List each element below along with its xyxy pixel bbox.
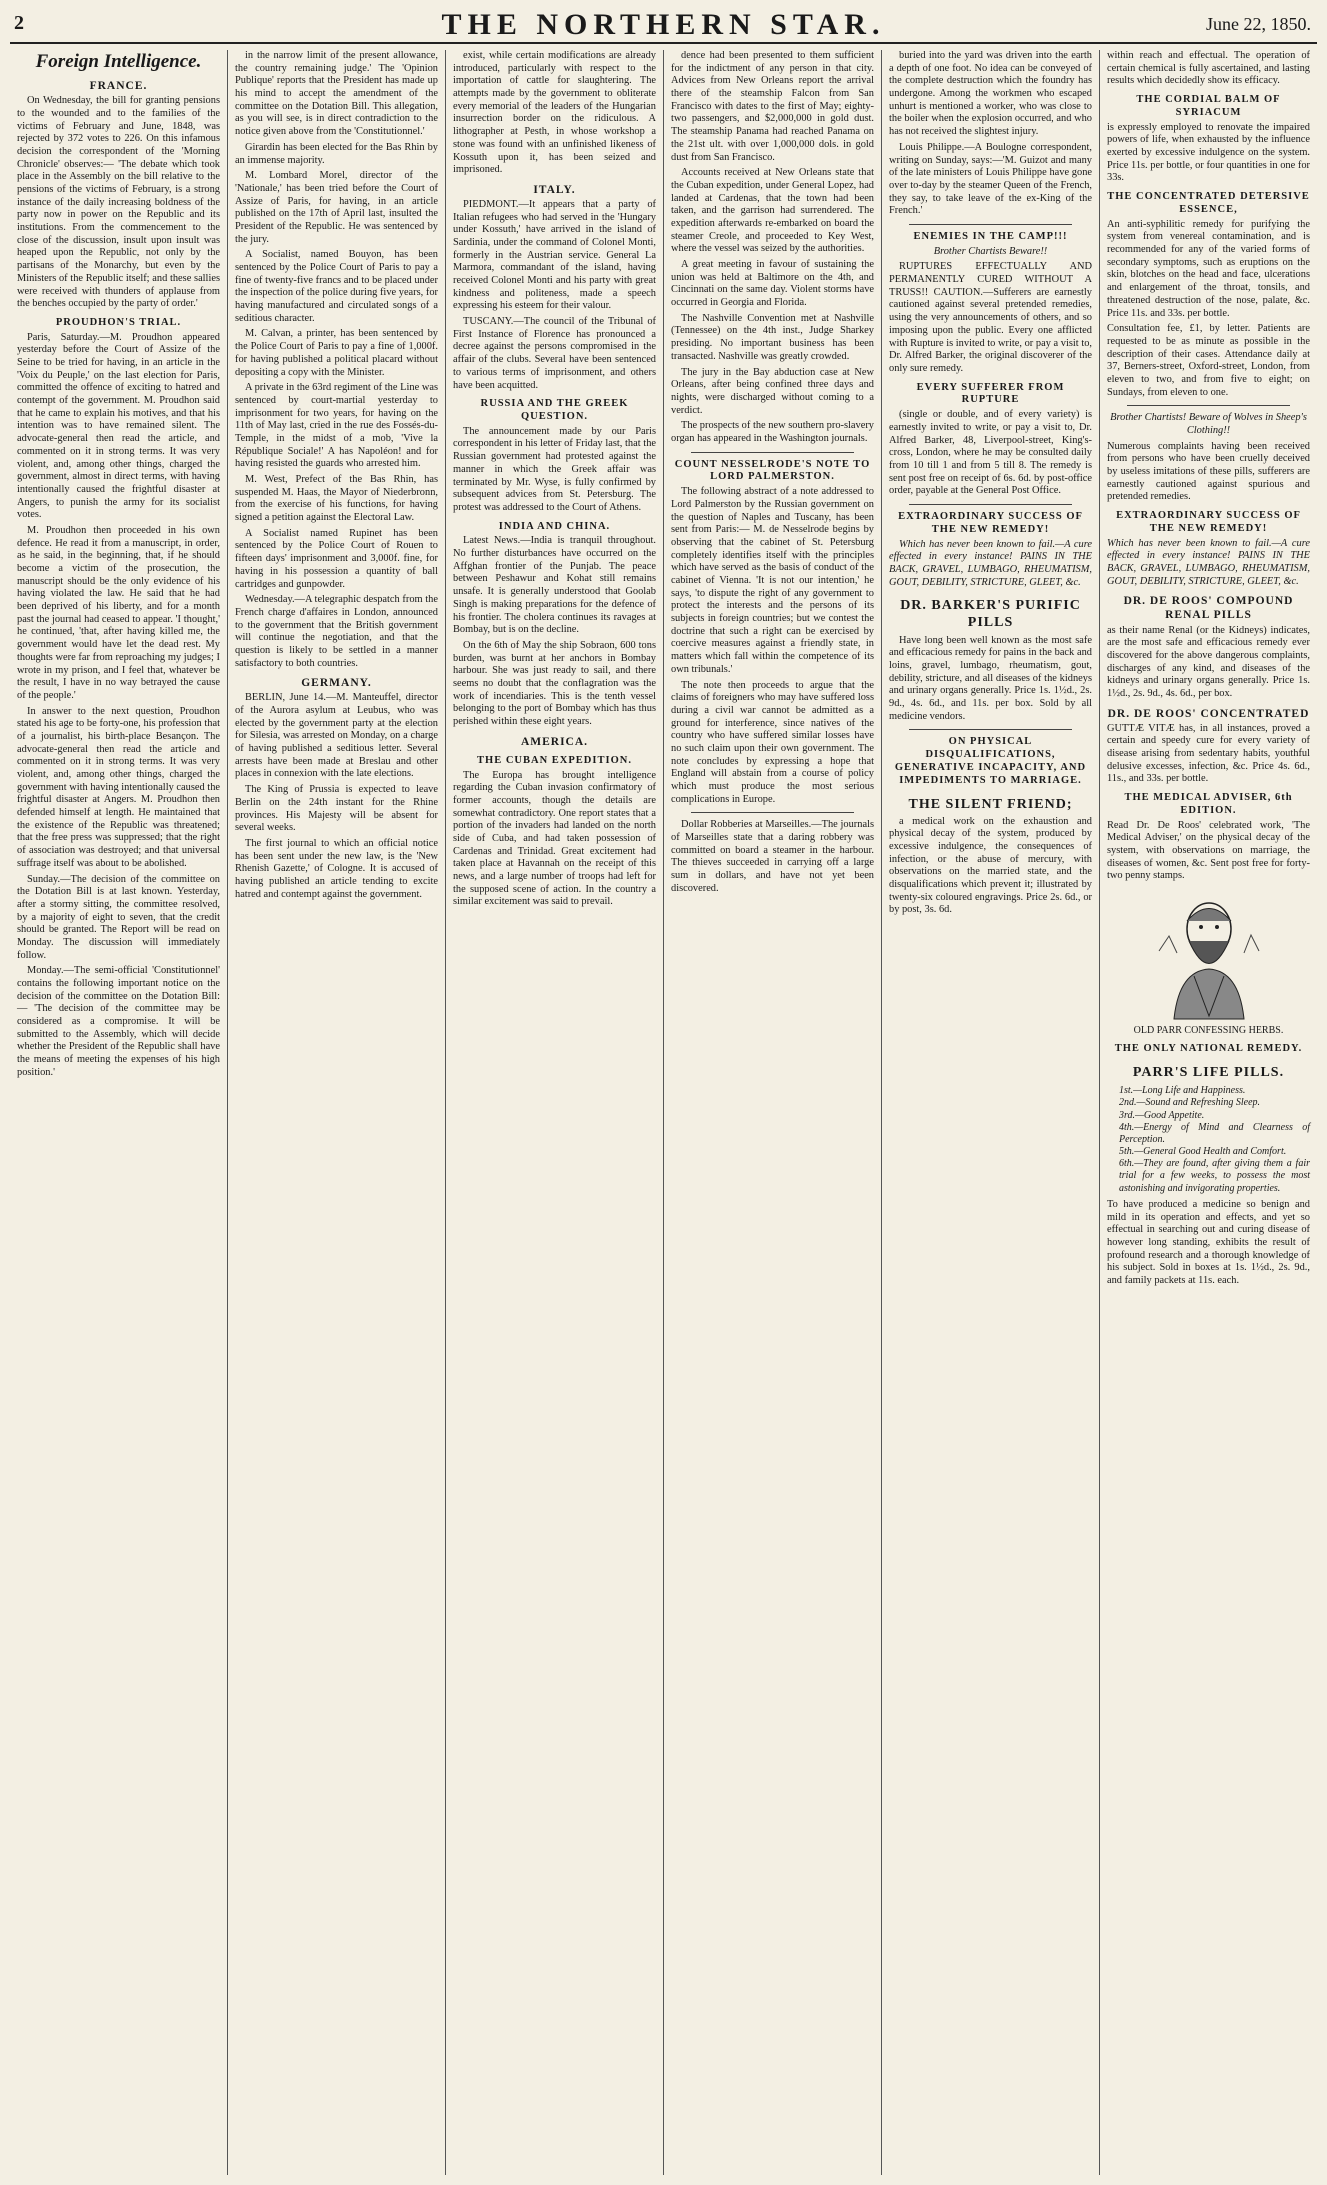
article-paragraph: A great meeting in favour of sustaining the union was held at Baltimore on the 4th, and Cincinnati on the same day. Violent storms have occurred in Georgia and Florida. [671,259,874,309]
article-paragraph: BERLIN, June 14.—M. Manteuffel, director of the Aurora asylum at Leubus, who was elected by the government party at the election for Silesia, was arrested on Monday, on a charge of having published a seditious letter. Several arrests have been made at Breslau and other places in connexion with the late elections. [235,692,438,780]
ad-paragraph: RUPTURES EFFECTUALLY AND PERMANENTLY CURED WITHOUT A TRUSS!! CAUTION.—Sufferers are earnestly cautioned against several pretended remedies, using the very announcements of others, and so imposing upon the public. Every one afflicted with Rupture is invited to write, or pay a visit to, Dr. Alfred Barker, the original discoverer of the only sure remedy. [889,261,1092,374]
column-3 [446,50,664,2175]
article-paragraph: M. Calvan, a printer, has been sentenced by the Police Court of Paris to pay a fine of 1,000f. for having published a political placard without depositing a copy with the Minister. [235,328,438,378]
heading-italy: ITALY. [533,183,576,196]
ad-heading-beware-wolves: Brother Chartists! Beware of Wolves in Sheep's Clothing!! [1110,412,1307,436]
heading-germany: GERMANY. [301,677,372,690]
heading-nesselrode-note: COUNT NESSELRODE'S NOTE TO LORD PALMERSTON. [674,458,871,483]
article-paragraph: Wednesday.—A telegraphic despatch from the French charge d'affaires in London, announced to the government that the British government will continue the negotiation, and that the question is likely to be settled in a manner satisfactory to both countries. [235,594,438,669]
heading-proudhon-trial: PROUDHON'S TRIAL. [55,316,182,328]
ad-paragraph: To have produced a medicine so benign and mild in its operation and effects, and yet so effectual in searching out and curing disease of however long standing, exhibits the result of profound research and a thorough knowledge of his subject. Sold in boxes at 1s. 1½d., 2s. 9d., and family packets at 11s. each. [1107,1198,1310,1286]
list-item: 1st.—Long Life and Happiness. [1119,1085,1246,1097]
ad-paragraph: An anti-syphilitic remedy for purifying the system from venereal contamination, and is recommended for any of the varied forms of secondary symptoms, such as eruptions on the skin, blotches on the head and face, ulcerations and enlargement of the throat, tonsils, and threatened destruction of the nose, palate, &c. Price 11s. and 33s. per bottle. [1107,218,1310,319]
ad-paragraph: (single or double, and of every variety) is earnestly invited to write, or pay a visit to, Dr. Alfred Barker, 48, Liverpool-street, King's-cross, London, where he may be consulted daily from 10 till 1 and from 5 till 8. The remedy is sent post free on receipt of 6s. 6d. by post-office order, payable at the General Post Office. [889,409,1092,497]
article-paragraph: A Socialist named Rupinet has been sentenced by the Police Court of Rouen to fifteen days' imprisonment and 3,000f. fine, for having in his possession a quantity of ball cartridges and gunpowder. [235,527,438,590]
page-number: 2 [14,12,24,34]
article-paragraph: The announcement made by our Paris correspondent in his letter of Friday last, that the Russian government had protested against the manner in which the Greek affair was terminated by Mr. Wyse, is fully confirmed by subsequent advices from St. Petersburg. The protest was addressed to the Court of Athens. [453,425,656,513]
column-2 [228,50,446,2175]
ad-subheading: Brother Chartists Beware!! [933,245,1048,257]
ad-heading-detersive-essence: THE CONCENTRATED DETERSIVE ESSENCE, [1107,191,1310,215]
article-paragraph: The jury in the Bay abduction case at New Orleans, after being confined three days and nights, were discharged without coming to a verdict. [671,366,874,416]
article-paragraph: The first journal to which an official notice has been sent under the new law, is the 'New Rhenish Gazette,' of Cologne. It is accused of having published an article tending to excite hatred and contempt against the government. [235,837,438,900]
old-parr-portrait-icon [1149,891,1269,1021]
ad-paragraph: GUTTÆ VITÆ has, in all instances, proved a certain and speedy cure for every variety of disease arising from sedentary habits, youthful delusive excesses, infection, &c. Price 4s. 6d., 11s., and 33s. per bottle. [1107,722,1310,785]
ad-heading-parrs-life-pills: PARR'S LIFE PILLS. [1132,1065,1285,1081]
article-paragraph: Louis Philippe.—A Boulogne correspondent, writing on Sunday, says:—'M. Guizot and many of the late ministers of Louis Philippe have gone over to-day by the steamer Queen of the French, they say, to take leave of the ex-King of the French.' [889,141,1092,217]
article-paragraph: Dollar Robberies at Marseilles.—The journals of Marseilles state that a daring robbery was committed on board a steamer in the harbour. The thieves succeeded in carrying off a large sum in dollars, and have not yet been discovered. [671,819,874,894]
heading-india-china: INDIA AND CHINA. [498,520,611,532]
column-1 [10,50,228,2175]
article-paragraph: On the 6th of May the ship Sobraon, 600 tons burden, was burnt at her anchors in Bombay harbour. She was just ready to sail, and there seems no doubt that the conflagration was the work of incendiaries. This is the tenth vessel belonging to the port of Bombay which has thus perished within these eight years. [453,639,656,728]
list-item: 6th.—They are found, after giving them a fair trial for a few weeks, to possess the most astonishing and invigorating properties. [1119,1158,1310,1194]
article-paragraph: PIEDMONT.—It appears that a party of Italian refugees who had served in the 'Hungary under Kossuth,' have arrived in the island of Sardinia, under the command of Colonel Monti, formerly in the Austrian service. General La Marmora, commandant of the island, having received Colonel Monti and his party with great kindness and politeness, made a speech expressing his esteem for their valour. [453,198,656,312]
list-item: 4th.—Energy of Mind and Clearness of Perception. [1119,1121,1310,1145]
article-paragraph: M. West, Prefect of the Bas Rhin, has suspended M. Haas, the Mayor of Niederbronn, from the exercise of his functions, for having signed a petition against the Electoral Law. [235,474,438,524]
newspaper-title: THE NORTHERN STAR. [441,8,886,41]
ad-heading-new-remedy: EXTRAORDINARY SUCCESS OF THE NEW REMEDY! [898,511,1083,535]
column-5 [882,50,1100,2175]
ad-heading-national-remedy: THE ONLY NATIONAL REMEDY. [1114,1043,1303,1055]
issue-date: June 22, 1850. [1206,14,1311,34]
benefits-list [1107,1085,1310,1195]
ad-heading-physical-disqualifications: ON PHYSICAL DISQUALIFICATIONS, GENERATIVE INCAPACITY, AND IMPEDIMENTS TO MARRIAGE. [894,736,1087,786]
masthead [10,8,1317,44]
article-paragraph: The Europa has brought intelligence regarding the Cuban invasion confirmatory of former accounts, though the details are somewhat contradictory. One report states that a portion of the invaders had landed on the north side of Cuba, and had taken possession of Cardenas and Trinidad. Great excitement had taken place at Havannah on the receipt of this news, and a large number of troops had left for the supposed scene of action. In the country a similar excitement was said to prevail. [453,769,656,908]
ad-paragraph: is expressly employed to renovate the impaired powers of life, when exhausted by the influence exerted by excessive indulgence on the system. Price 11s. per bottle, or four quantities in one for 33s. [1107,121,1310,184]
heading-france: FRANCE. [89,80,148,93]
article-paragraph: The Nashville Convention met at Nashville (Tennessee) on the 4th inst., Judge Sharkey presiding. No important business has been transacted. Nashville was greatly crowded. [671,312,874,362]
ad-paragraph: Which has never been known to fail.—A cure effected in every instance! PAINS IN THE BACK, GRAVEL, LUMBAGO, RHEUMATISM, GOUT, DEBILITY, STRICTURE, GLEET, &c. [1107,537,1310,587]
article-paragraph: The prospects of the new southern pro-slavery organ has appeared in the Washington journals. [671,420,874,444]
article-paragraph: M. Proudhon then proceeded in his own defence. He read it from a manuscript, in order, as he said, in the beginning, that, if he should become a victim of the prosecution, the manuscript should be the only evidence of his having violated the law. He said that he had been deprived of his liberty, and for a month past the journal had ceased to appear. 'I thought,' he continued, 'that, after having killed me, the government would have let the dead rest. My thoughts were far from reproaching my judges; I wrote in my prison, and I feel that, whatever be the result, I have in no way betrayed the cause of the people.' [17,524,220,701]
divider [691,452,854,453]
list-item: 2nd.—Sound and Refreshing Sleep. [1119,1097,1261,1109]
article-paragraph: Paris, Saturday.—M. Proudhon appeared yesterday before the Court of Assize of the Seine to be tried for having, in an article in the 'Voix du Peuple,' on the last election for Paris, committed the offence of exciting to hatred and contempt of the government. M. Proudhon said that he came to explain his motives, and that his intention was to have remained silent. The advocate-general then read the article, and commented on it in strong terms. It was very violent, and, among other things, charged the government, almost in direct terms, with having intentionally caused the frightful disaster at Angers, to punish the army for its socialist votes. [17,331,220,521]
list-item: 3rd.—Good Appetite. [1119,1109,1205,1121]
ad-heading-new-remedy: EXTRAORDINARY SUCCESS OF THE NEW REMEDY! [1116,510,1301,534]
ad-paragraph: Which has never been known to fail.—A cure effected in every instance! PAINS IN THE BACK, GRAVEL, LUMBAGO, RHEUMATISM, GOUT, DEBILITY, STRICTURE, GLEET, &c. [889,538,1092,588]
article-paragraph: TUSCANY.—The council of the Tribunal of First Instance of Florence has pronounced a decree against the persons compromised in the affair of the clubs. Several have been sentenced to various terms of imprisonment, and others have been acquitted. [453,316,656,391]
article-paragraph: A private in the 63rd regiment of the Line was sentenced by court-martial yesterday to imprisonment for two years, for having on the 11th of May last, cried in the rue des Fossés-du-Temple, in the midst of a mob, 'Vive la République Sociale!' A has Napoléon! and for having resisted the guards who arrested him. [235,382,438,470]
article-paragraph: Accounts received at New Orleans state that the Cuban expedition, under General Lopez, had landed at Cardenas, that the town had been taken, and the garrison had surrendered. The expedition afterwards re-embarked on board the steamer Creole, and proceeded to Key West, where the vessel was seized by the authorities. [671,167,874,255]
heading-america: AMERICA. [520,735,589,748]
ad-heading-medical-adviser: THE MEDICAL ADVISER, 6th EDITION. [1124,792,1293,816]
article-paragraph: in the narrow limit of the present allowance, the country remaining judge.' The 'Opinion Publique' reports that the President has made up his mind to accept the amendment of the committee on the Dotation Bill. This allegation, as you will see, is in direct contradiction to the notice given above from the 'Constitutionnel.' [235,50,438,138]
article-paragraph: dence had been presented to them sufficient for the indictment of any person in that city. Advices from New Orleans report the arrival there of the steamship Falcon from San Francisco with dates to the first of May; eighty-two passengers, and $2,000,000 in gold dust. The steamship Panama had reached Panama on the 21st ult. with over 1,000,000 dols. in gold dust from San Francisco. [671,50,874,163]
article-paragraph: Sunday.—The decision of the committee on the Dotation Bill is at last known. Yesterday, after a stormy sitting, the committee resolved, by a majority of eight to seven, that the credit should be granted. The Report will be read on Monday. The discussion will immediately follow. [17,873,220,961]
heading-cuban-expedition: THE CUBAN EXPEDITION. [477,754,632,766]
article-paragraph: The note then proceeds to argue that the claims of foreigners who may have suffered loss during a civil war cannot be admitted as a ground for interference, since natives of the country who have suffered similar losses have no such claim upon their own government. The note concludes by expressing a hope that England will abstain from a course of policy which must produce the most serious complications in Europe. [671,679,874,805]
divider [691,812,854,813]
column-4 [664,50,882,2175]
ad-paragraph: Read Dr. De Roos' celebrated work, 'The Medical Adviser,' on the physical decay of the system, with observations on marriage, the diseases of women, &c. Sent post free for forty-two penny stamps. [1107,819,1310,882]
article-paragraph: The following abstract of a note addressed to Lord Palmerston by the Russian government on the question of Naples and Tuscany, has been sent from Paris:— M. de Nesselrode begins by observing that the cabinet of St. Petersburg completely identifies itself with the principles which have served as the basis of conduct of the cabinet of Vienna. 'It is not our intention,' he says, 'to dispute the right of any government to protect the interests and the persons of its subjects in foreign countries; but we contest the doctrine that such a right can be exercised by coercive measures against a friendly state, in matters which fall within the competence of its own tribunals.' [671,486,874,675]
ad-heading-silent-friend: THE SILENT FRIEND; [908,796,1073,812]
ad-heading-cordial-balm: THE CORDIAL BALM OF SYRIACUM [1136,94,1281,118]
woodcut-caption: OLD PARR CONFESSING HERBS. [1133,1025,1284,1037]
article-columns [10,50,1317,2175]
divider [1127,405,1290,406]
heading-russia-greek-question: RUSSIA AND THE GREEK QUESTION. [480,398,629,422]
article-paragraph: Latest News.—India is tranquil throughout. No further disturbances have occurred on the Affghan frontier of the Punjab. The peace between Peshawur and Kohat still remains unsafe. It is generally understood that Goolab Singh is making preparations for the defence of his frontier. The cholera continues its ravages at Bombay, but is on the decline. [453,535,656,636]
divider [909,224,1072,225]
ad-paragraph: as their name Renal (or the Kidneys) indicates, are the most safe and efficacious remedy ever discovered for the above dangerous complaints, discharges of any kind, and diseases of the kidneys and urinary organs generally. Price 1s. 1½d., 2s. 9d., 4s. 6d., per box. [1107,624,1310,699]
article-paragraph: A Socialist, named Bouyon, has been sentenced by the Police Court of Paris to pay a fine of twenty-five francs and to be placed under the inspection of the police during five years, for having manufactured and circulated songs of a seditious character. [235,249,438,324]
ad-heading-rupture: EVERY SUFFERER FROM RUPTURE [916,381,1065,406]
ad-paragraph: Numerous complaints having been received from persons who have been cruelly deceived by useless imitations of these pills, sufferers are earnestly cautioned against spurious and pretended remedies. [1107,440,1310,503]
ad-heading-purific-pills: DR. BARKER'S PURIFIC PILLS [900,598,1081,631]
article-paragraph: On Wednesday, the bill for granting pensions to the wounded and to the families of the victims of February and June, 1848, was rejected by 372 votes to 226. On this infamous decision the correspondent of the 'Morning Chronicle' observes:— 'The debate which took place in the Assembly on the bill relative to the pensions of the victims of February, is a strong instance of the daily increasing boldness of the party now in power on the Republic and its institutions. From the commencement to the close of the discussion, insult upon insult was heaped upon the Republic, not only by the partisans of the Monarchy, but even by the Ministers of the Republic itself; and these sallies were received with thunders of applause from the benches occupied by the party of order.' [17,95,220,310]
article-paragraph: Monday.—The semi-official 'Constitutionnel' contains the following important notice on the decision of the committee on the Dotation Bill:— 'The decision of the committee may be considered as a compromise. It will be submitted to the Assembly, which will decide whether the President of the Republic shall have the means of meeting the expenses of his high position.' [17,965,220,1078]
article-paragraph: The King of Prussia is expected to leave Berlin on the 24th instant for the Rhine provinces. His Majesty will be absent for several weeks. [235,784,438,834]
list-item: 5th.—General Good Health and Comfort. [1119,1146,1287,1158]
section-heading-foreign-intelligence: Foreign Intelligence. [35,51,202,72]
article-paragraph: In answer to the next question, Proudhon stated his age to be forty-one, his profession that of a journalist, his birth-place Besançon. The advocate-general then read the article and commented on it in strong terms. It was very violent, and, among other things, charged the government with having intentionally caused the frightful disaster at Angers. M. Proudhon then defended himself at length. He maintained that the existence of the Republic was threatened; that the free press was suppressed; that the right of association was destroyed; and that universal suffrage itself was about to be abolished. [17,705,220,869]
article-paragraph: M. Lombard Morel, director of the 'Nationale,' has been tried before the Court of Assize of Paris, for having, in an article published on the 17th of April last, insulted the President of the Republic. He was sentenced by the jury. [235,170,438,245]
article-paragraph: Girardin has been elected for the Bas Rhin by an immense majority. [235,141,438,166]
column-6 [1100,50,1317,2175]
divider [909,504,1072,505]
ad-heading-concentrated: DR. DE ROOS' CONCENTRATED [1107,707,1310,720]
ad-heading-renal-pills: DR. DE ROOS' COMPOUND RENAL PILLS [1123,595,1294,622]
divider [909,729,1072,730]
ad-paragraph: Consultation fee, £1, by letter. Patients are requested to be as minute as possible in the description of their cases. Attendance daily at 37, Berners-street, Oxford-street, London, from eleven to two, and from five to eight; on Sundays, from eleven to one. [1107,323,1310,398]
article-paragraph: buried into the yard was driven into the earth a depth of one foot. No idea can be conveyed of the complete destruction which the foundry has undergone. Among the workmen who escaped unhurt is mentioned a worker, who was close to the boiler when the explosion occurred, and who has not received the slightest injury. [889,50,1092,138]
ad-heading-enemies-in-camp: ENEMIES IN THE CAMP!!! [913,230,1068,242]
ad-paragraph: Have long been well known as the most safe and efficacious remedy for pains in the back and loins, gravel, lumbago, rheumatism, gout, debility, stricture, and all diseases of the kidneys and urinary organs generally. Price 1s. 1½d., 2s. 9d., 4s. 6d., and 11s. per box. Sold by all medicine vendors. [889,634,1092,722]
article-paragraph: exist, while certain modifications are already introduced, particularly with respect to the importation of cattle for slaughtering. The attempts made by the government to obliterate every memorial of the leaders of the Hungarian insurrection border on the ridiculous. A lithographer at Pesth, in whose workshop a stone was found with an unfinished likeness of Kossuth upon it, has been seized and imprisoned. [453,50,656,176]
ad-paragraph: a medical work on the exhaustion and physical decay of the system, produced by excessive indulgence, the consequences of infection, or the abuse of mercury, with observations on the married state, and the disqualifications which prevent it; illustrated by twenty-six coloured engravings. Price 2s. 6d., or by post, 3s. 6d. [889,815,1092,916]
ad-paragraph: within reach and effectual. The operation of certain chemical is fully ascertained, and lasting results which decidedly show its efficacy. [1107,50,1310,87]
